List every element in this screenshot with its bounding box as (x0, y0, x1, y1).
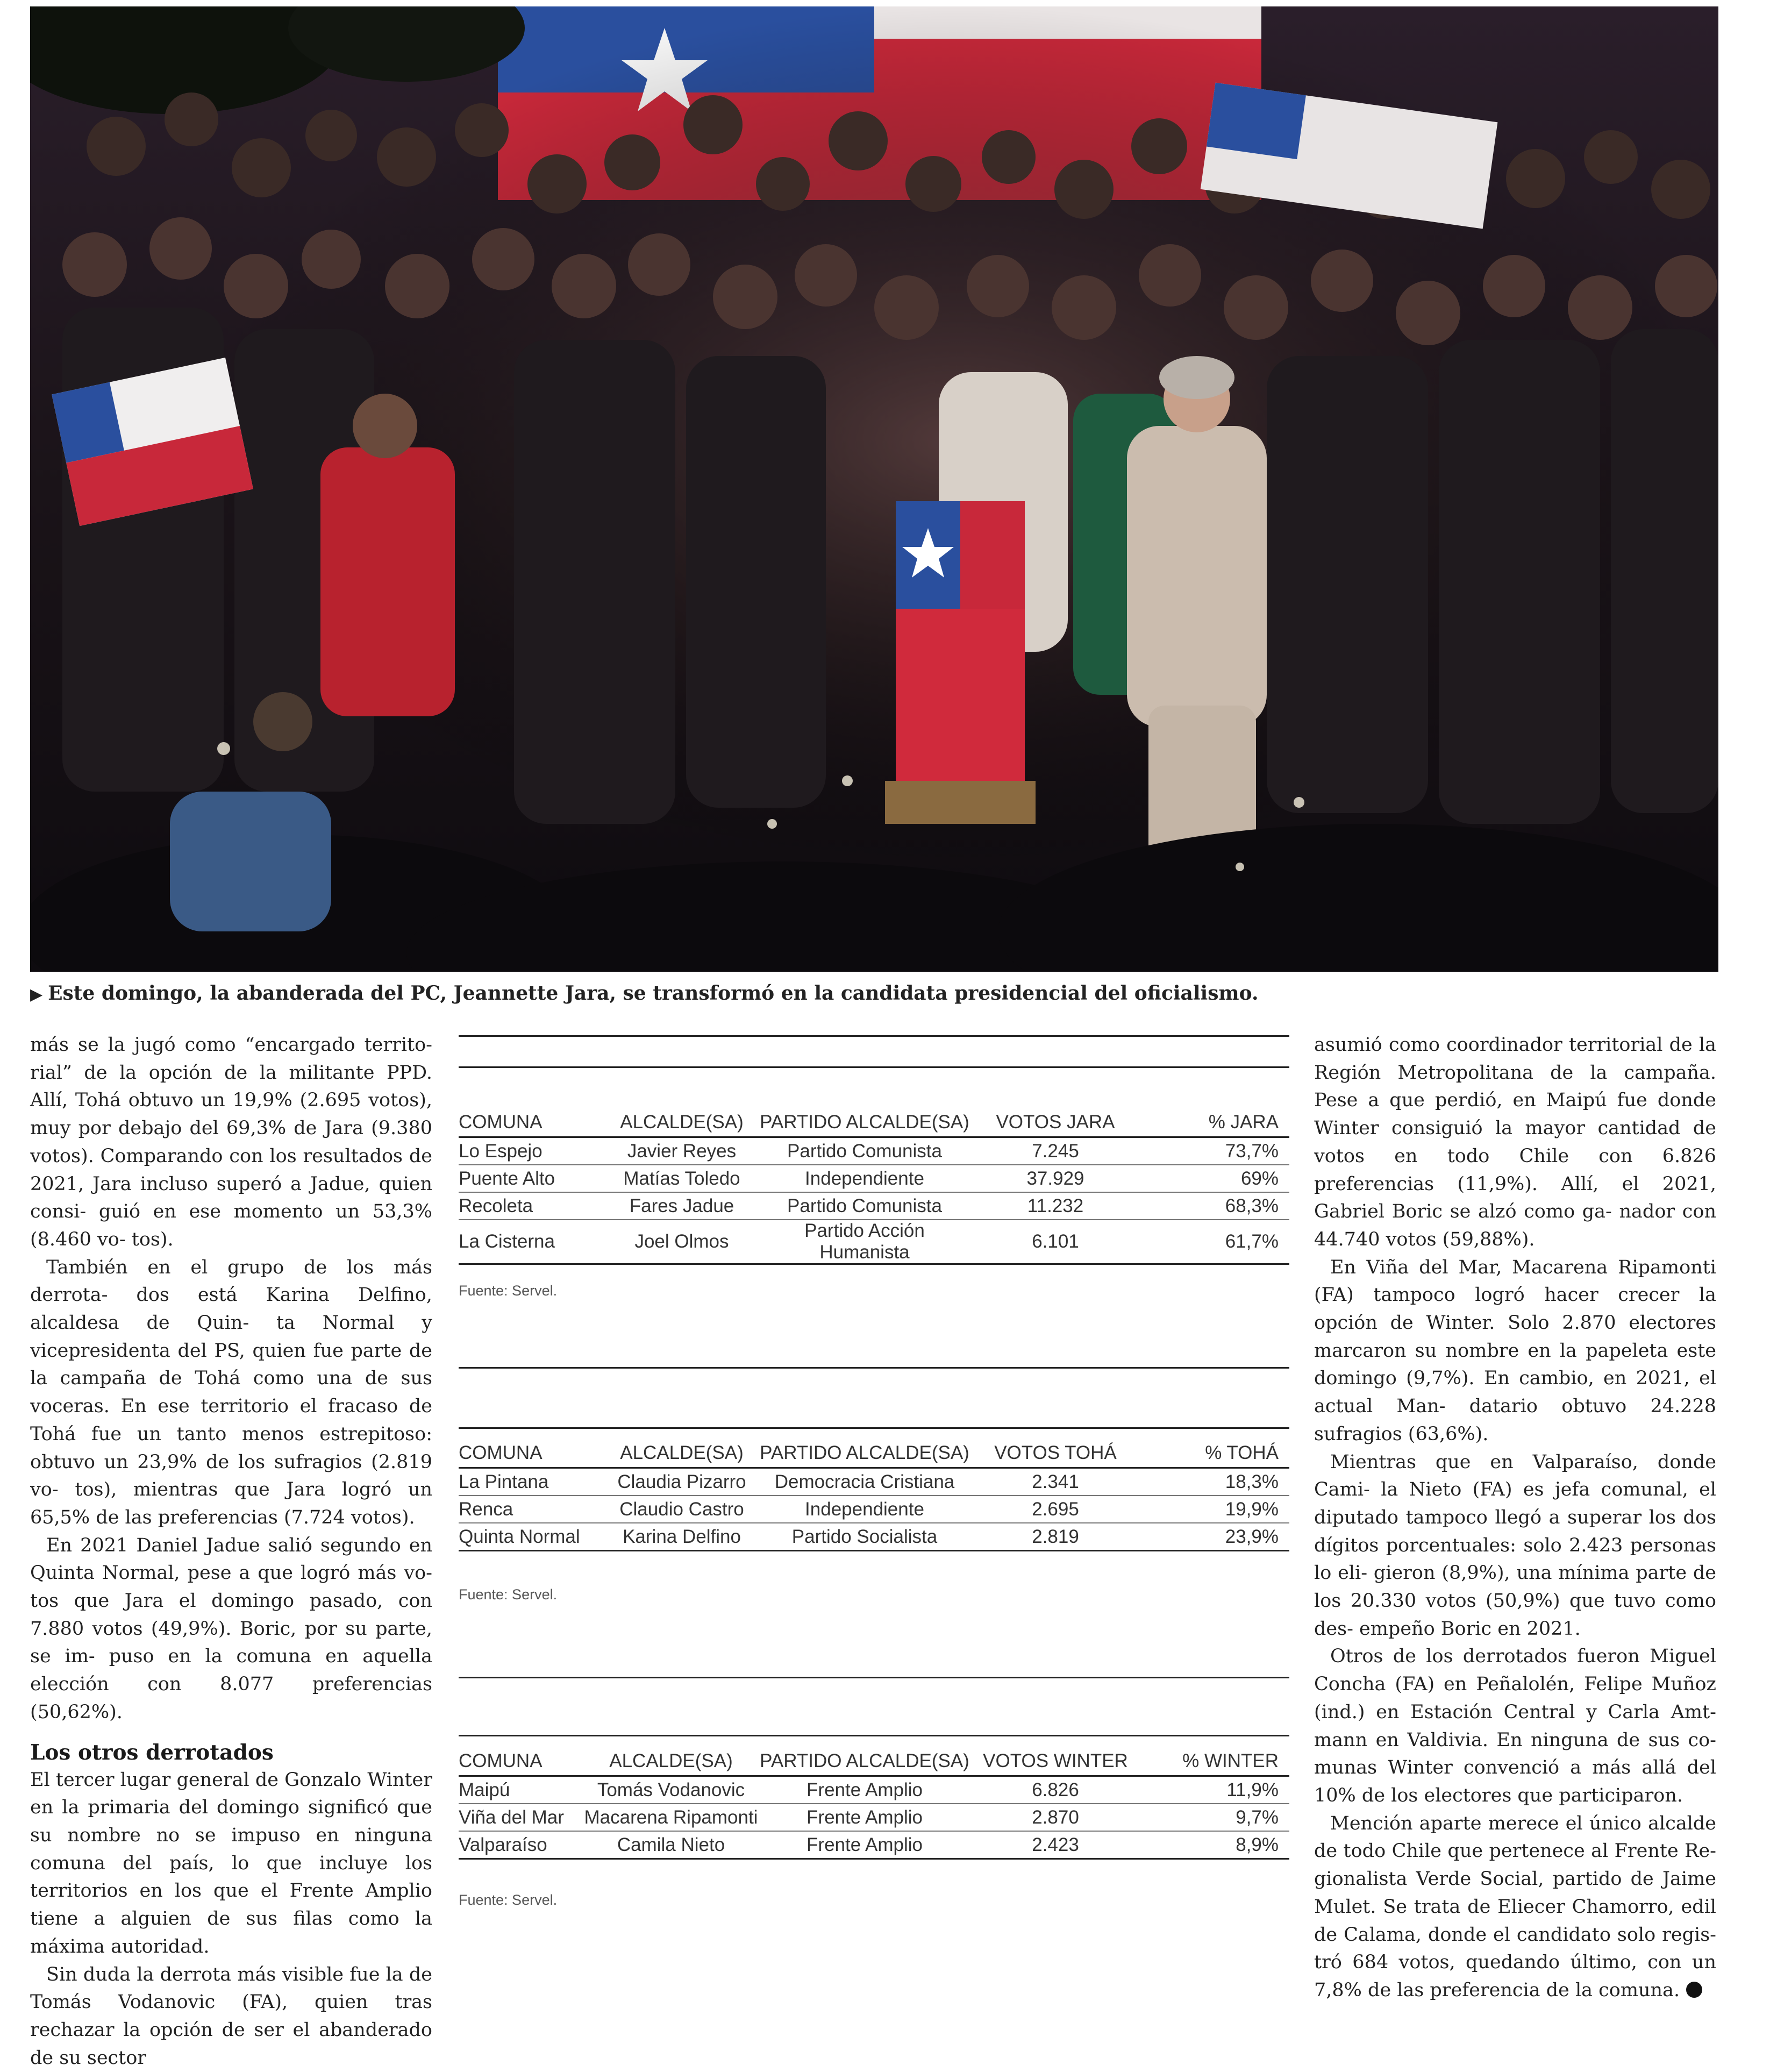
caption-text: Este domingo, la abanderada del PC, Jeannette Jara, se transformó en la candidata presidencial del oficialismo. (48, 982, 1258, 1005)
cell-partido: Frente Amplio (760, 1831, 969, 1859)
photo-caption (30, 980, 1718, 1007)
table-row (459, 1523, 1289, 1551)
table-source: Fuente: Servel. (459, 1892, 557, 1909)
cell-comuna: Renca (459, 1496, 604, 1523)
col-header: VOTOS JARA (969, 1100, 1141, 1137)
col-header: ALCALDE(SA) (604, 1100, 760, 1137)
right-paragraph: Mientras que en Valparaíso, donde Cami- la Nieto (FA) es jefa comunal, el diputado tampoco llegó a superar los dos dígitos porcentuales: solo 2.423 personas lo eli- gieron (8,9%), una mínima parte de los 20.330 votos (50,9%) que tuvo como des- empeño Boric en 2021. (1314, 1449, 1716, 1643)
cell-votos: 6.826 (969, 1776, 1141, 1804)
cell-alcalde: Tomás Vodanovic (582, 1776, 760, 1804)
results-table-jara (459, 1100, 1289, 1265)
cell-partido: Partido Comunista (760, 1137, 969, 1165)
col-header: ALCALDE(SA) (582, 1739, 760, 1776)
cell-alcalde: Camila Nieto (582, 1831, 760, 1859)
left-paragraph: más se la jugó como “encargado territo- rial” de la opción de la militante PPD. Allí, Tohá obtuvo un 19,9% (2.695 votos), muy por debajo del 69,3% de Jara (9.380 votos). Comparando con los resultados de 2021, Jara incluso superó a Jadue, quien consi- guió en ese momento un 53,3% (8.460 vo- tos). (30, 1031, 432, 1254)
cell-alcalde: Matías Toledo (604, 1165, 760, 1192)
cell-comuna: Puente Alto (459, 1165, 604, 1192)
right-paragraph-text: Mención aparte merece el único alcalde de todo Chile que pertenece al Frente Re- gionalista Verde Social, partido de Jaime Mulet. Se trata de Eliecer Chamorro, edil de Calama, donde el candidato solo regis- tró 684 votos, quedando último, con un 7,8% de las preferencia de la comuna. (1314, 1813, 1716, 2001)
left-article-column (30, 1031, 432, 2072)
col-header: PARTIDO ALCALDE(SA) (760, 1430, 969, 1468)
left-paragraph: El tercer lugar general de Gonzalo Winter en la primaria del domingo significó que su nombre no se impuso en ninguna comuna del país, lo que incluye los territorios en los que el Frente Amplio tiene a alguien de sus filas como la máxima autoridad. (30, 1767, 432, 1961)
col-header: PARTIDO ALCALDE(SA) (760, 1739, 969, 1776)
cell-pct: 23,9% (1141, 1523, 1289, 1551)
cell-pct: 19,9% (1141, 1496, 1289, 1523)
col-header: % JARA (1141, 1100, 1289, 1137)
cell-pct: 69% (1141, 1165, 1289, 1192)
results-table-winter (459, 1739, 1289, 1860)
table-row (459, 1137, 1289, 1165)
cell-pct: 9,7% (1141, 1804, 1289, 1831)
cell-comuna: Valparaíso (459, 1831, 582, 1859)
col-header: PARTIDO ALCALDE(SA) (760, 1100, 969, 1137)
left-paragraph: También en el grupo de los más derrota- dos está Karina Delfino, alcaldesa de Quin- ta Normal y vicepresidenta del PS, quien fue parte de la campaña de Tohá como una de sus voceras. En ese territorio el fracaso de Tohá fue un tanto menos estrepitoso: obtuvo un 23,9% de los sufragios (2.819 vo- tos), mientras que Jara logró un 65,5% de las preferencias (7.724 votos). (30, 1254, 432, 1532)
cell-votos: 6.101 (969, 1220, 1141, 1264)
cell-votos: 2.423 (969, 1831, 1141, 1859)
cell-comuna: Maipú (459, 1776, 582, 1804)
news-photo (30, 6, 1718, 972)
cell-votos: 2.341 (969, 1468, 1141, 1496)
cell-comuna: Recoleta (459, 1192, 604, 1220)
left-paragraph: Sin duda la derrota más visible fue la de Tomás Vodanovic (FA), quien tras rechazar la opción de ser el abanderado de su sector (30, 1961, 432, 2072)
cell-alcalde: Macarena Ripamonti (582, 1804, 760, 1831)
right-paragraph: asumió como coordinador territorial de la Región Metropolitana de la campaña. Pese a que perdió, en Maipú fue donde Winter consiguió la mayor cantidad de votos en todo Chile con 6.826 preferencias (11,9%). Allí, el 2021, Gabriel Boric se alzó como ga- nador con 44.740 votos (59,88%). (1314, 1031, 1716, 1254)
table-source: Fuente: Servel. (459, 1586, 557, 1603)
table-row (459, 1220, 1289, 1264)
cell-votos: 2.695 (969, 1496, 1141, 1523)
cell-votos: 2.870 (969, 1804, 1141, 1831)
caption-triangle-icon: ▶ (30, 981, 42, 1008)
col-header: VOTOS WINTER (969, 1739, 1141, 1776)
cell-partido: Partido Acción Humanista (760, 1220, 969, 1264)
table-row (459, 1804, 1289, 1831)
cell-alcalde: Joel Olmos (604, 1220, 760, 1264)
cell-pct: 73,7% (1141, 1137, 1289, 1165)
cell-partido: Frente Amplio (760, 1776, 969, 1804)
table-jara-block (459, 1035, 1289, 1315)
cell-pct: 18,3% (1141, 1468, 1289, 1496)
col-header: COMUNA (459, 1100, 604, 1137)
cell-comuna: Quinta Normal (459, 1523, 604, 1551)
cell-partido: Partido Socialista (760, 1523, 969, 1551)
table-row (459, 1468, 1289, 1496)
right-article-column (1314, 1031, 1716, 2005)
photo-illustration (30, 6, 1718, 972)
table-row (459, 1831, 1289, 1859)
cell-pct: 68,3% (1141, 1192, 1289, 1220)
cell-pct: 61,7% (1141, 1220, 1289, 1264)
table-winter-block (459, 1677, 1289, 1924)
cell-alcalde: Karina Delfino (604, 1523, 760, 1551)
col-header: COMUNA (459, 1739, 582, 1776)
right-paragraph-last (1314, 1810, 1716, 2005)
cell-partido: Independiente (760, 1496, 969, 1523)
right-paragraph: Otros de los derrotados fueron Miguel Concha (FA) en Peñalolén, Felipe Muñoz (ind.) en Estación Central y Carla Amt- mann en Valdivia. En ninguna de sus co- munas Winter convenció a más allá del 10% de los electores que participaron. (1314, 1643, 1716, 1810)
cell-comuna: La Pintana (459, 1468, 604, 1496)
cell-partido: Partido Comunista (760, 1192, 969, 1220)
cell-pct: 8,9% (1141, 1831, 1289, 1859)
cell-partido: Democracia Cristiana (760, 1468, 969, 1496)
cell-comuna: Viña del Mar (459, 1804, 582, 1831)
col-header: ALCALDE(SA) (604, 1430, 760, 1468)
cell-comuna: La Cisterna (459, 1220, 604, 1264)
col-header: COMUNA (459, 1430, 604, 1468)
cell-pct: 11,9% (1141, 1776, 1289, 1804)
col-header: VOTOS TOHÁ (969, 1430, 1141, 1468)
section-subheading: Los otros derrotados (30, 1739, 432, 1767)
cell-partido: Independiente (760, 1165, 969, 1192)
cell-votos: 2.819 (969, 1523, 1141, 1551)
cell-votos: 11.232 (969, 1192, 1141, 1220)
table-toha-block (459, 1367, 1289, 1614)
col-header: % TOHÁ (1141, 1430, 1289, 1468)
table-row (459, 1192, 1289, 1220)
end-of-article-icon (1686, 1982, 1702, 1998)
table-row (459, 1165, 1289, 1192)
cell-votos: 7.245 (969, 1137, 1141, 1165)
col-header: % WINTER (1141, 1739, 1289, 1776)
table-row (459, 1496, 1289, 1523)
cell-votos: 37.929 (969, 1165, 1141, 1192)
left-paragraph: En 2021 Daniel Jadue salió segundo en Quinta Normal, pese a que logró más vo- tos que Jara el domingo pasado, con 7.880 votos (49,9%). Boric, por su parte, se im- puso en la comuna en aquella elección con 8.077 preferencias (50,62%). (30, 1532, 432, 1727)
cell-comuna: Lo Espejo (459, 1137, 604, 1165)
right-paragraph: En Viña del Mar, Macarena Ripamonti (FA) tampoco logró hacer crecer la opción de Winter. Solo 2.870 electores marcaron su nombre en la papeleta este domingo (9,7%). En cambio, en 2021, el actual Man- datario obtuvo 24.228 sufragios (63,6%). (1314, 1254, 1716, 1449)
cell-alcalde: Claudia Pizarro (604, 1468, 760, 1496)
results-table-toha (459, 1430, 1289, 1551)
table-row (459, 1776, 1289, 1804)
cell-alcalde: Claudio Castro (604, 1496, 760, 1523)
cell-partido: Frente Amplio (760, 1804, 969, 1831)
cell-alcalde: Javier Reyes (604, 1137, 760, 1165)
table-source: Fuente: Servel. (459, 1283, 557, 1299)
cell-alcalde: Fares Jadue (604, 1192, 760, 1220)
